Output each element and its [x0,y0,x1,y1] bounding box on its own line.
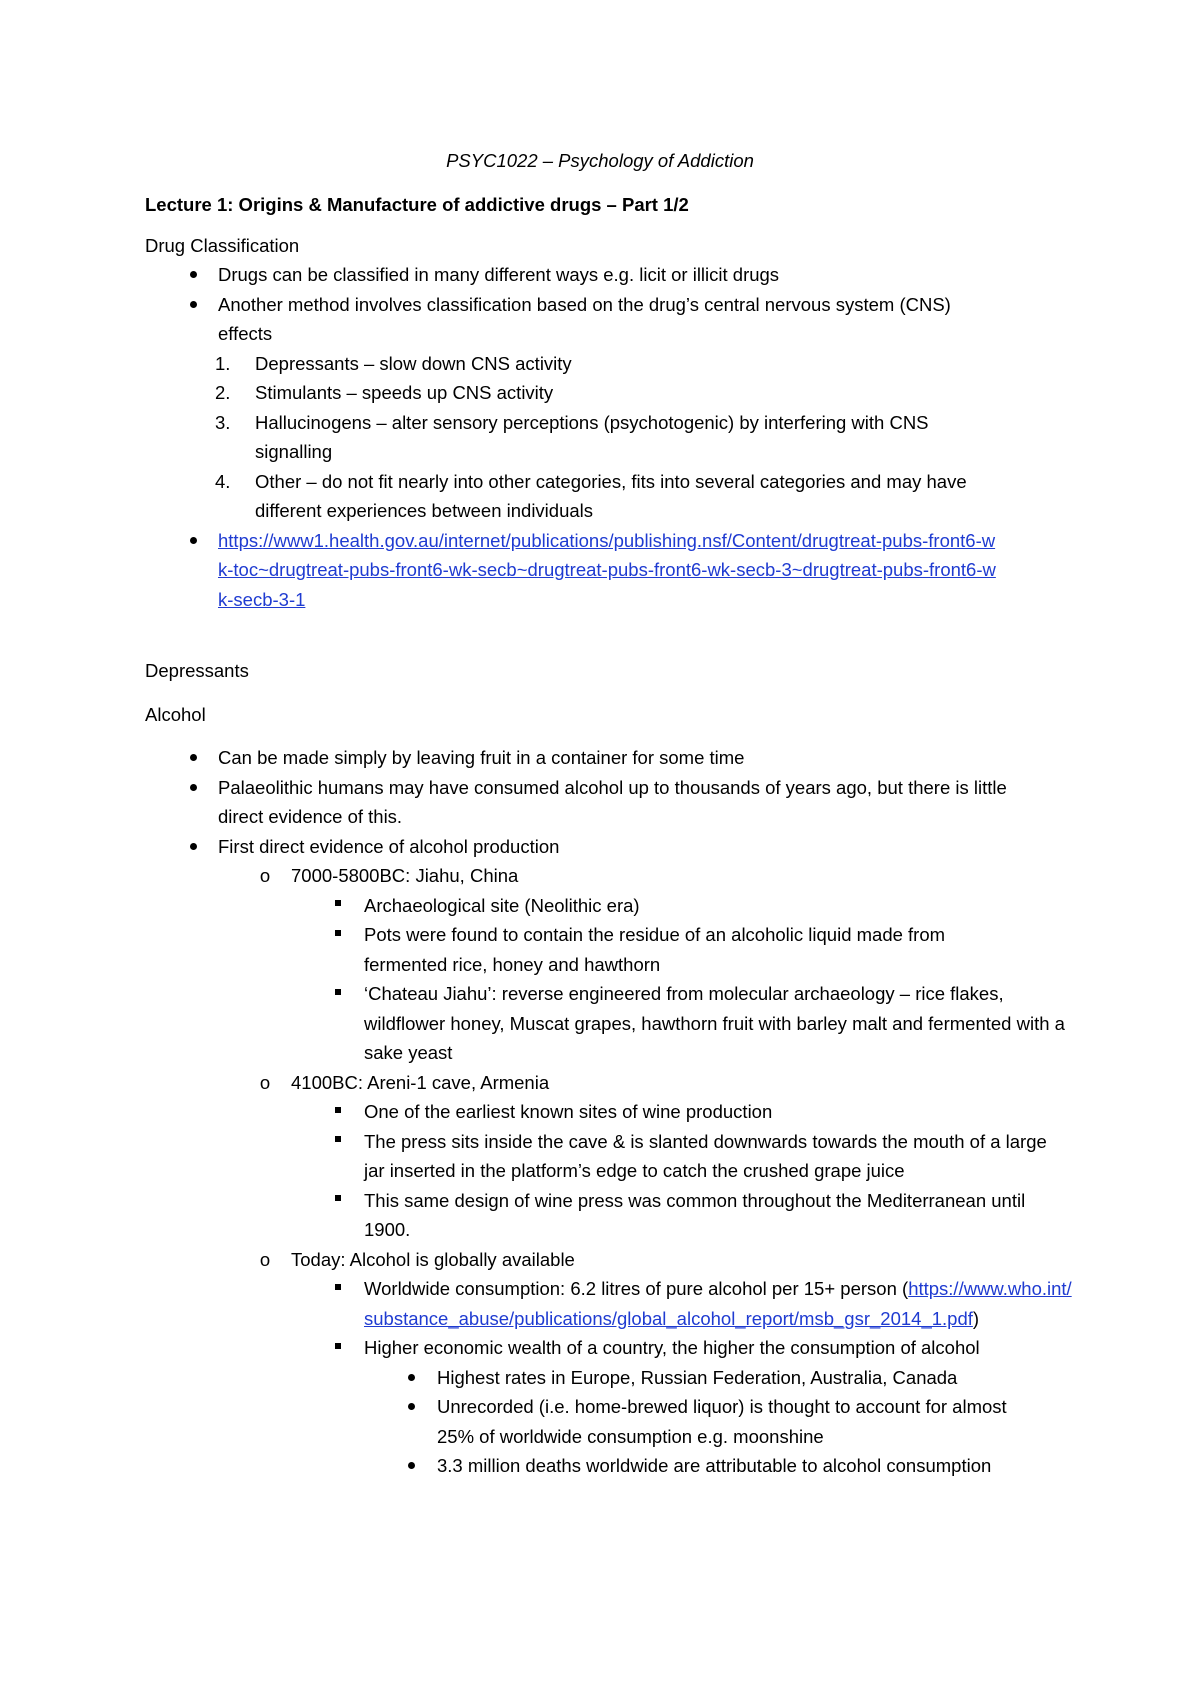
list-item: Another method involves classification based on the drug’s central nervous system (CNS) effects [145,290,1008,349]
who-report-link[interactable]: https://www.who.int/substance_abuse/publications/global_alcohol_report/msb_gsr_2014_1.pdf [364,1278,1072,1329]
list-item [145,526,1003,615]
list-item: Highest rates in Europe, Russian Federation, Australia, Canada [145,1363,1075,1393]
list-item: Pots were found to contain the residue of an alcoholic liquid made from fermented rice, honey and hawthorn [145,920,1019,979]
bullet-icon [183,290,203,320]
health-gov-link[interactable]: https://www1.health.gov.au/internet/publications/publishing.nsf/Content/drugtreat-pubs-front6-wk-toc~drugtreat-pubs-front6-wk-secb~drugtreat-pubs-front6-wk-secb-3~drugtreat-pubs-front6-wk-secb-3-1 [218,529,996,610]
bullet-icon [401,1451,421,1481]
list-item: 3.3 million deaths worldwide are attributable to alcohol consumption [145,1451,997,1481]
square-bullet-icon [328,1097,348,1127]
bullet-icon [183,743,203,773]
circle-bullet-icon: o [259,865,271,886]
numbered-item: 2. Stimulants – speeds up CNS activity [215,382,554,403]
list-item: Drugs can be classified in many different ways e.g. licit or illicit drugs [145,260,1075,290]
list-item: o 7000-5800BC: Jiahu, China [145,861,1075,891]
square-bullet-icon [328,1127,348,1157]
list-item: o Today: Alcohol is globally available [145,1245,1075,1275]
list-item: The press sits inside the cave & is slanted downwards towards the mouth of a large jar inserted in the platform’s edge to catch the crushed grape juice [145,1127,1054,1186]
bullet-icon [183,526,203,556]
bullet-icon [401,1392,421,1422]
square-bullet-icon [328,891,348,921]
heading-depressants: Depressants [145,660,249,681]
bullet-icon [183,832,203,862]
list-item: One of the earliest known sites of wine production [145,1097,1075,1127]
list-item: o 4100BC: Areni-1 cave, Armenia [145,1068,1075,1098]
lecture-title: Lecture 1: Origins & Manufacture of addictive drugs – Part 1/2 [145,194,689,215]
heading-alcohol: Alcohol [145,704,206,725]
classification-list [145,260,1075,614]
list-item: First direct evidence of alcohol production [145,832,1075,862]
square-bullet-icon [328,1274,348,1304]
list-item: This same design of wine press was common throughout the Mediterranean until 1900. [145,1186,1069,1245]
numbered-item: 4. Other – do not fit nearly into other categories, fits into several categories and may have different experiences between individuals [215,470,967,521]
square-bullet-icon [328,1186,348,1216]
bullet-icon [183,773,203,803]
numbered-item: 3. Hallucinogens – alter sensory perceptions (psychotogenic) by interfering with CNS signalling [215,411,929,462]
alcohol-list [145,743,1075,1481]
list-item: Higher economic wealth of a country, the higher the consumption of alcohol [145,1333,1075,1363]
square-bullet-icon [328,1333,348,1363]
circle-bullet-icon: o [259,1071,271,1093]
list-item: ‘Chateau Jiahu’: reverse engineered from molecular archaeology – rice flakes, wildflower honey, Muscat grapes, hawthorn fruit with barley malt and fermented with a sake yeast [145,979,1069,1068]
list-item: Worldwide consumption: 6.2 litres of pure alcohol per 15+ person (https://www.who.int/substance_abuse/publications/global_alcohol_report/msb_gsr_2014_1.pdf) [145,1274,1074,1333]
heading-drug-classification: Drug Classification [145,235,300,256]
bullet-icon [401,1363,421,1393]
circle-bullet-icon: o [259,1248,271,1270]
list-item: Archaeological site (Neolithic era) [145,891,1075,921]
list-item: Can be made simply by leaving fruit in a container for some time [145,743,1075,773]
square-bullet-icon [328,920,348,950]
bullet-icon [183,260,203,290]
list-item: Unrecorded (i.e. home-brewed liquor) is thought to account for almost 25% of worldwide consumption e.g. moonshine [145,1392,1037,1451]
list-item: Palaeolithic humans may have consumed alcohol up to thousands of years ago, but there is little direct evidence of this. [145,773,1008,832]
numbered-item: 1. Depressants – slow down CNS activity [215,352,572,374]
square-bullet-icon [328,979,348,1009]
document-title: PSYC1022 – Psychology of Addiction [446,150,754,171]
